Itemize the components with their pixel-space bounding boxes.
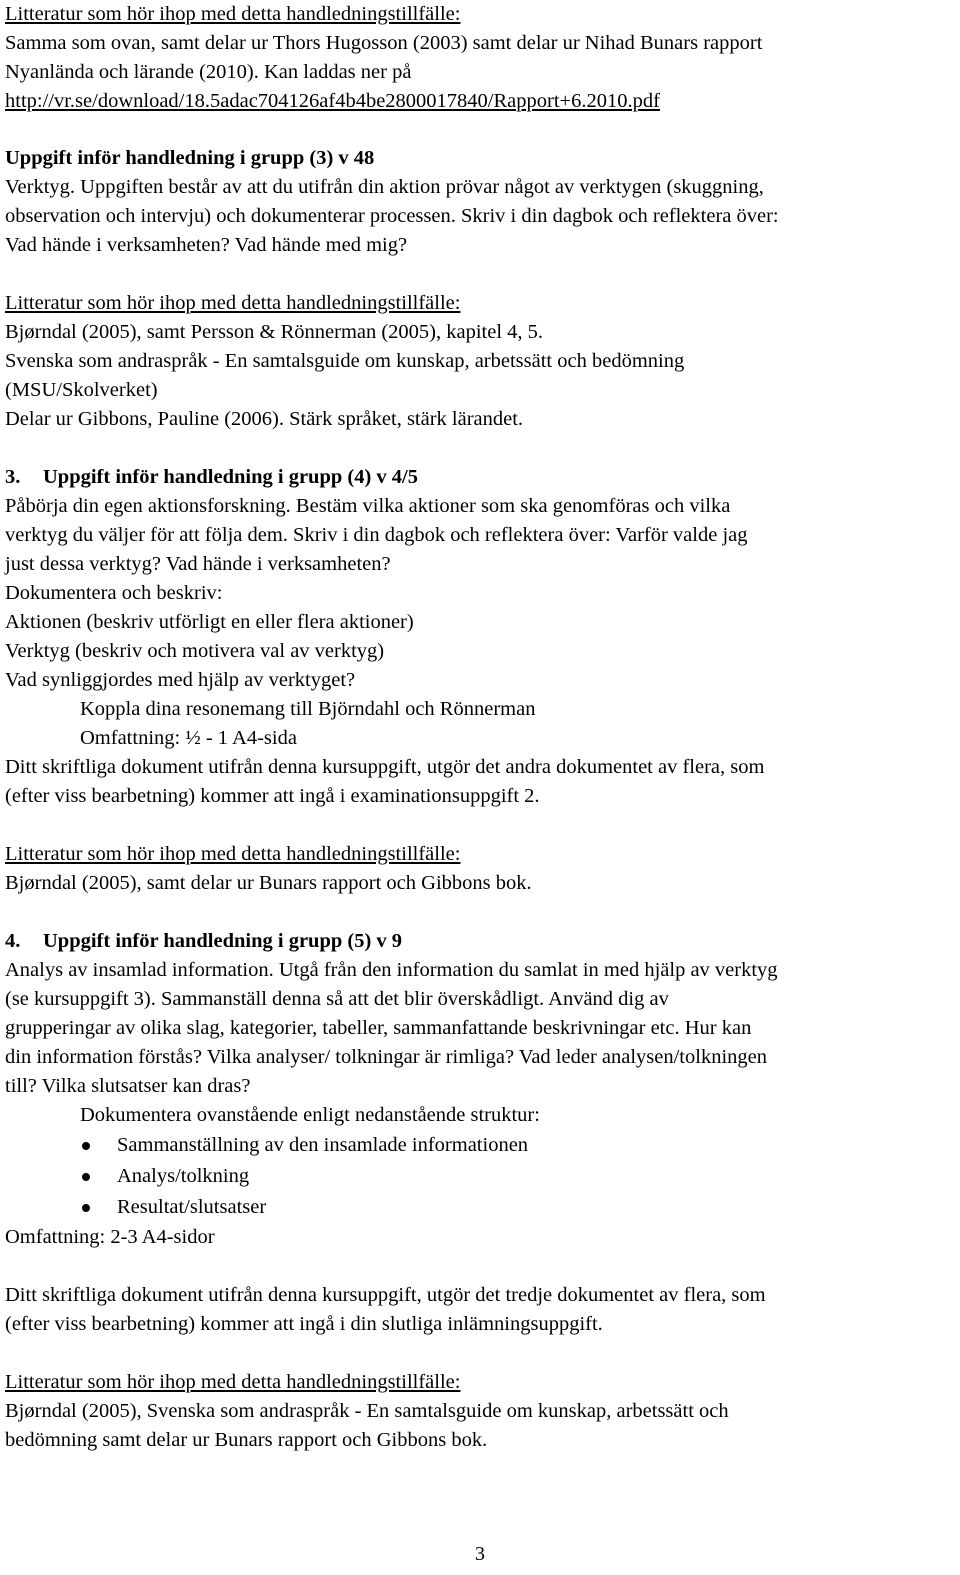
- literature-heading: Litteratur som hör ihop med detta handledningstillfälle:: [5, 3, 461, 25]
- body-text: Aktionen (beskriv utförligt en eller flera aktioner): [5, 611, 414, 633]
- task-number: 4.: [5, 930, 21, 952]
- body-text: verktyg du väljer för att följa dem. Skriv i din dagbok och reflektera över: Varför valde jag: [5, 524, 748, 546]
- body-text: Bjørndal (2005), Svenska som andraspråk - En samtalsguide om kunskap, arbetssätt och: [5, 1400, 729, 1422]
- body-text: Ditt skriftliga dokument utifrån denna kursuppgift, utgör det andra dokumentet av flera, som: [5, 756, 765, 778]
- literature-heading: Litteratur som hör ihop med detta handledningstillfälle:: [5, 292, 461, 314]
- body-text: Svenska som andraspråk - En samtalsguide om kunskap, arbetssätt och bedömning: [5, 350, 685, 372]
- body-text: Bjørndal (2005), samt Persson & Rönnerman (2005), kapitel 4, 5.: [5, 321, 544, 343]
- bullet-text: Resultat/slutsatser: [117, 1196, 267, 1218]
- task-title: Uppgift inför handledning i grupp (5) v 9: [43, 930, 403, 952]
- body-text: Ditt skriftliga dokument utifrån denna kursuppgift, utgör det tredje dokumentet av flera, som: [5, 1284, 766, 1306]
- body-text: till? Vilka slutsatser kan dras?: [5, 1075, 251, 1097]
- body-text: bedömning samt delar ur Bunars rapport och Gibbons bok.: [5, 1429, 488, 1451]
- body-text: Dokumentera ovanstående enligt nedanstående struktur:: [80, 1104, 540, 1126]
- body-text: Omfattning: ½ - 1 A4-sida: [80, 727, 297, 749]
- body-text: din information förstås? Vilka analyser/ tolkningar är rimliga? Vad leder analysen/tolkningen: [5, 1046, 767, 1068]
- literature-heading: Litteratur som hör ihop med detta handledningstillfälle:: [5, 1371, 461, 1393]
- body-text: Vad hände i verksamheten? Vad hände med mig?: [5, 234, 408, 256]
- body-text: Påbörja din egen aktionsforskning. Bestäm vilka aktioner som ska genomföras och vilka: [5, 495, 731, 517]
- bullet-icon: [82, 1204, 90, 1212]
- body-text: Verktyg. Uppgiften består av att du utifrån din aktion prövar något av verktygen (skuggning,: [5, 176, 764, 198]
- bullet-item: [5, 1161, 955, 1192]
- body-text: Koppla dina resonemang till Björndahl och Rönnerman: [80, 698, 536, 720]
- body-text: (efter viss bearbetning) kommer att ingå i examinationsuppgift 2.: [5, 785, 540, 807]
- body-text: Dokumentera och beskriv:: [5, 582, 223, 604]
- body-text: (efter viss bearbetning) kommer att ingå i din slutliga inlämningsuppgift.: [5, 1313, 603, 1335]
- literature-heading: Litteratur som hör ihop med detta handledningstillfälle:: [5, 843, 461, 865]
- body-text: Omfattning: 2-3 A4-sidor: [5, 1226, 215, 1248]
- task-heading: [5, 927, 955, 956]
- bullet-text: Sammanställning av den insamlade informationen: [117, 1134, 529, 1156]
- task-title: Uppgift inför handledning i grupp (4) v 4/5: [43, 466, 418, 488]
- body-text: (se kursuppgift 3). Sammanställ denna så att det blir överskådligt. Använd dig av: [5, 988, 669, 1010]
- bullet-icon: [82, 1142, 90, 1150]
- body-text: Samma som ovan, samt delar ur Thors Hugosson (2003) samt delar ur Nihad Bunars rapport: [5, 32, 763, 54]
- bullet-text: Analys/tolkning: [117, 1165, 250, 1187]
- body-text: Vad synliggjordes med hjälp av verktyget?: [5, 669, 356, 691]
- body-text: Analys av insamlad information. Utgå från den information du samlat in med hjälp av verktyg: [5, 959, 778, 981]
- body-text: Nyanlända och lärande (2010). Kan laddas ner på: [5, 61, 412, 83]
- body-text: observation och intervju) och dokumenterar processen. Skriv i din dagbok och reflektera över:: [5, 205, 779, 227]
- download-link[interactable]: http://vr.se/download/18.5adac704126af4b4be2800017840/Rapport+6.2010.pdf: [5, 90, 660, 112]
- bullet-icon: [82, 1173, 90, 1181]
- task-heading: [5, 463, 955, 492]
- body-text: (MSU/Skolverket): [5, 379, 158, 401]
- task-number: 3.: [5, 466, 21, 488]
- page-number: 3: [475, 1543, 485, 1565]
- bullet-item: [5, 1130, 955, 1161]
- body-text: just dessa verktyg? Vad hände i verksamheten?: [5, 553, 391, 575]
- body-text: Verktyg (beskriv och motivera val av verktyg): [5, 640, 385, 662]
- document-page: [5, 0, 955, 1455]
- body-text: Bjørndal (2005), samt delar ur Bunars rapport och Gibbons bok.: [5, 872, 532, 894]
- body-text: grupperingar av olika slag, kategorier, tabeller, sammanfattande beskrivningar etc. Hur kan: [5, 1017, 752, 1039]
- task-heading: Uppgift inför handledning i grupp (3) v 48: [5, 147, 375, 169]
- bullet-item: [5, 1192, 955, 1223]
- body-text: Delar ur Gibbons, Pauline (2006). Stärk språket, stärk lärandet.: [5, 408, 524, 430]
